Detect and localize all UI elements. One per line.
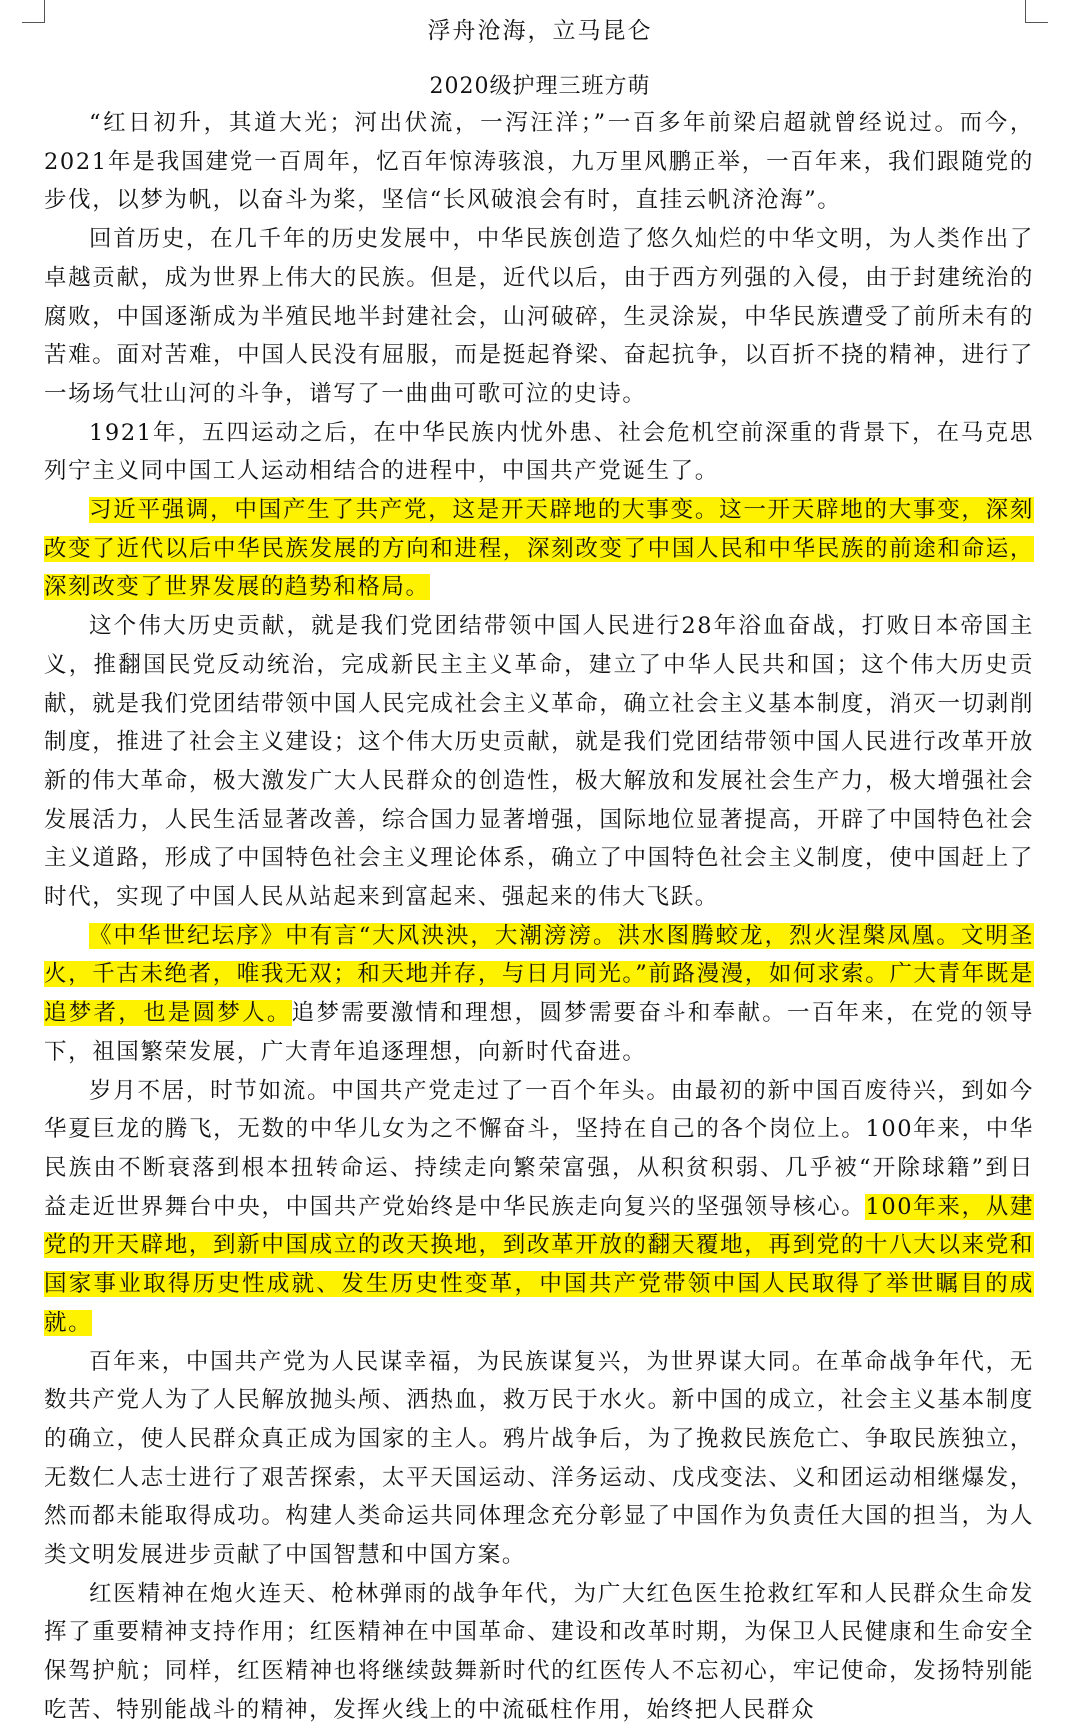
paragraph-2	[44, 220, 1034, 414]
paragraph-3	[44, 414, 1034, 491]
paragraph-text: 1921年，五四运动之后，在中华民族内忧外患、社会危机空前深重的背景下，在马克思列宁主义同中国工人运动相结合的进程中，中国共产党诞生了。	[44, 419, 1034, 485]
highlighted-text: 《中华世纪坛序》中有言“大风泱泱，大潮滂滂。洪水图腾蛟龙，烈火涅槃凤凰。文明圣火，千古未绝者，唯我无双；和天地并存，与日月同光。”前路漫漫，如何求索。广大青年既是追梦者，也是圆梦人。	[44, 922, 1034, 1027]
paragraph-text: 岁月不居，时节如流。中国共产党走过了一百个年头。由最初的新中国百废待兴，到如今华夏巨龙的腾飞，无数的中华儿女为之不懈奋斗，坚持在自己的各个岗位上。100年来，中华民族由不断衰落到根本扭转命运、持续走向繁荣富强，从积贫积弱、几乎被“开除球籍”到日益走近世界舞台中央，中国共产党始终是中华民族走向复兴的坚强领导核心。	[44, 1077, 1034, 1220]
highlighted-text: 习近平强调，中国产生了共产党，这是开天辟地的大事变。这一开天辟地的大事变，深刻改变了近代以后中华民族发展的方向和进程，深刻改变了中国人民和中华民族的前途和命运，深刻改变了世界发展的趋势和格局。	[44, 497, 1034, 601]
paragraph-1	[44, 104, 1034, 220]
paragraph-5	[44, 607, 1034, 917]
document-title: 浮舟沧海，立马昆仑	[427, 18, 653, 44]
paragraph-8	[44, 1343, 1034, 1575]
paragraph-text: 回首历史，在几千年的历史发展中，中华民族创造了悠久灿烂的中华文明，为人类作出了卓越贡献，成为世界上伟大的民族。但是，近代以后，由于西方列强的入侵，由于封建统治的腐败，中国逐渐成为半殖民地半封建社会，山河破碎，生灵涂炭，中华民族遭受了前所未有的苦难。面对苦难，中国人民没有屈服，而是挺起脊梁、奋起抗争，以百折不挠的精神，进行了一场场气壮山河的斗争，谱写了一曲曲可歌可泣的史诗。	[44, 226, 1034, 407]
paragraph-4	[44, 491, 1034, 607]
document-body	[44, 104, 1034, 1730]
paragraph-7	[44, 1072, 1034, 1343]
paragraph-text: 这个伟大历史贡献，就是我们党团结带领中国人民进行28年浴血奋战，打败日本帝国主义，推翻国民党反动统治，完成新民主主义革命，建立了中华人民共和国；这个伟大历史贡献，就是我们党团结带领中国人民完成社会主义革命，确立社会主义基本制度，消灭一切剥削制度，推进了社会主义建设；这个伟大历史贡献，就是我们党团结带领中国人民进行改革开放新的伟大革命，极大激发广大人民群众的创造性，极大解放和发展社会生产力，极大增强社会发展活力，人民生活显著改善，综合国力显著增强，国际地位显著提高，开辟了中国特色社会主义道路，形成了中国特色社会主义理论体系，确立了中国特色社会主义制度，使中国赶上了时代，实现了中国人民从站起来到富起来、强起来的伟大飞跃。	[44, 613, 1034, 911]
paragraph-text: “红日初升，其道大光；河出伏流，一泻汪洋；”一百多年前梁启超就曾经说过。而今，2021年是我国建党一百周年，忆百年惊涛骇浪，九万里风鹏正举，一百年来，我们跟随党的步伐，以梦为帆，以奋斗为桨，坚信“长风破浪会有时，直挂云帆济沧海”。	[44, 110, 1034, 214]
paragraph-9	[44, 1575, 1034, 1730]
paragraph-text: 百年来，中国共产党为人民谋幸福，为民族谋复兴，为世界谋大同。在革命战争年代，无数共产党人为了人民解放抛头颅、洒热血，救万民于水火。新中国的成立，社会主义基本制度的确立，使人民群众真正成为国家的主人。鸦片战争后，为了挽救民族危亡、争取民族独立，无数仁人志士进行了艰苦探索，太平天国运动、洋务运动、戊戌变法、义和团运动相继爆发，然而都未能取得成功。构建人类命运共同体理念充分彰显了中国作为负责任大国的担当，为人类文明发展进步贡献了中国智慧和中国方案。	[44, 1348, 1034, 1569]
paragraph-text: 红医精神在炮火连天、枪林弹雨的战争年代，为广大红色医生抢救红军和人民群众生命发挥了重要精神支持作用；红医精神在中国革命、建设和改革时期，为保卫人民健康和生命安全保驾护航；同样，红医精神也将继续鼓舞新时代的红医传人不忘初心，牢记使命，发扬特别能吃苦、特别能战斗的精神，发挥火线上的中流砥柱作用，始终把人民群众	[44, 1580, 1034, 1723]
highlighted-text: 100年来，从建党的开天辟地，到新中国成立的改天换地，到改革开放的翻天覆地，再到党的十八大以来党和国家事业取得历史性成就、发生历史性变革，中国共产党带领中国人民取得了举世瞩目的成就。	[44, 1193, 1034, 1336]
author-line: 2020级护理三班方萌	[429, 74, 651, 99]
paragraph-text: 追梦需要激情和理想，圆梦需要奋斗和奉献。一百年来，在党的领导下，祖国繁荣发展，广大青年追逐理想，向新时代奋进。	[44, 1000, 1034, 1065]
paragraph-6	[44, 917, 1034, 1072]
